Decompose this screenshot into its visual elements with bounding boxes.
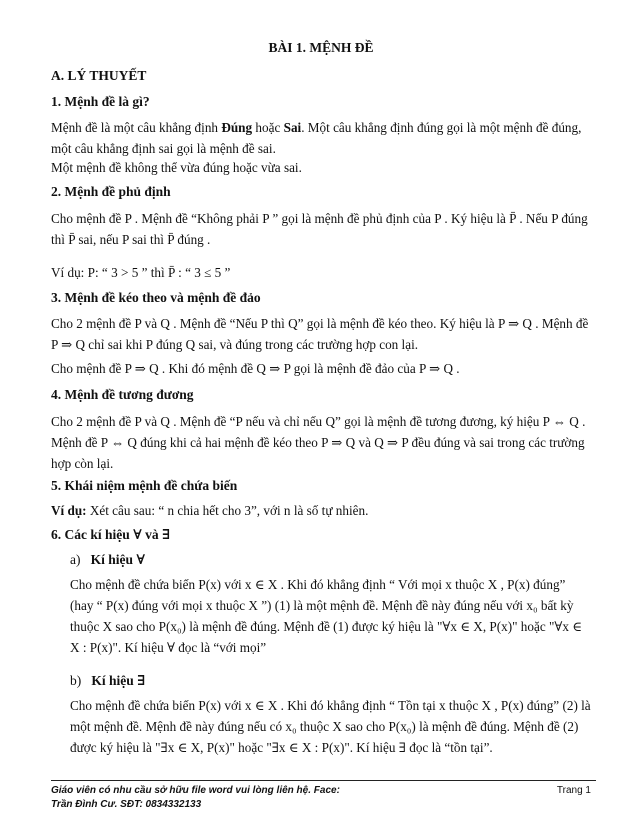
subsection-b-paragraph: Cho mệnh đề chứa biến P(x) với x ∈ X . Khi đó khẳng định “ Tồn tại x thuộc X , P(x) đúng” (2) là một mệnh đề. Mệnh đề này đúng nếu có x₀ thuộc X sao cho P(x₀) là mệnh đề đúng. Mệnh đề (2) được ký hiệu là "∃x ∈ X, P(x)" hoặc "∃x ∈ X : P(x)". Kí hiệu ∃ đọc là “tồn tại”. xyxy=(70,698,591,755)
subsection-a-heading xyxy=(70,552,145,568)
text: . Một câu khẳng định đúng gọi là một mệnh đề đúng, một câu khẳng định sai gọi là mệnh đề sai. xyxy=(51,120,582,156)
subsection-title: Kí hiệu ∀ xyxy=(90,552,146,567)
subsection-a-paragraph: Cho mệnh đề chứa biến P(x) với x ∈ X . Khi đó khẳng định “ Với mọi x thuộc X , P(x) đúng” (hay “ P(x) đúng với mọi x thuộc X ”) (1) là một mệnh đề. Mệnh đề này đúng nếu với x₀ bất kỳ thuộc X sao cho P(x₀) là mệnh đề đúng. Mệnh đề (1) được ký hiệu là "∀x ∈ X, P(x)" hoặc "∀x ∈ X : P(x)". Kí hiệu ∀ đọc là “với mọi” xyxy=(70,577,582,655)
subsection-title: Kí hiệu ∃ xyxy=(91,673,146,688)
bold-text: Sai xyxy=(283,120,302,135)
section-1-note: Một mệnh đề không thể vừa đúng hoặc vừa sai. xyxy=(51,160,302,175)
example-label: Ví dụ: xyxy=(51,503,87,518)
page-number: Trang 1 xyxy=(556,785,591,796)
text: hoặc xyxy=(252,120,284,135)
section-2-paragraph: Cho mệnh đề P . Mệnh đề “Không phải P ” gọi là mệnh đề phủ định của P . Ký hiệu là P̄ . Nếu P đúng thì P̄ sai, nếu P sai thì P̄ đúng . xyxy=(51,211,588,247)
section-2-heading: 2. Mệnh đề phủ định xyxy=(51,184,171,199)
subsection-b-heading xyxy=(70,673,146,689)
section-a-heading: A. LÝ THUYẾT xyxy=(51,68,147,83)
section-5-heading: 5. Khái niệm mệnh đề chứa biến xyxy=(51,478,238,493)
section-5-example xyxy=(51,500,591,521)
text: Mệnh đề là một câu khẳng định xyxy=(51,120,222,135)
list-marker: a) xyxy=(70,552,81,567)
list-marker: b) xyxy=(70,673,82,688)
footer-contact-line-2: Trần Đình Cư. SĐT: 0834332133 xyxy=(51,799,202,810)
section-3-heading: 3. Mệnh đề kéo theo và mệnh đề đảo xyxy=(51,290,261,305)
footer-contact-line-1: Giáo viên có nhu cầu sở hữu file word vui lòng liên hệ. Face: xyxy=(51,785,340,796)
section-1-paragraph xyxy=(51,117,591,159)
section-3-paragraph: Cho 2 mệnh đề P và Q . Mệnh đề “Nếu P thì Q” gọi là mệnh đề kéo theo. Ký hiệu là P ⇒ Q . Mệnh đề P ⇒ Q chỉ sai khi P đúng Q sai, và đúng trong các trường hợp con lại. xyxy=(51,316,589,352)
section-1-heading: 1. Mệnh đề là gì? xyxy=(51,94,150,109)
footer-divider xyxy=(51,780,596,781)
section-4-heading: 4. Mệnh đề tương đương xyxy=(51,387,194,402)
section-6-heading: 6. Các kí hiệu ∀ và ∃ xyxy=(51,527,171,542)
bold-text: Đúng xyxy=(221,120,253,135)
example-text: Xét câu sau: “ n chia hết cho 3”, với n là số tự nhiên. xyxy=(86,503,369,518)
section-2-example: Ví dụ: P: “ 3 > 5 ” thì P̄ : “ 3 ≤ 5 ” xyxy=(51,265,231,280)
section-4-paragraph: Cho 2 mệnh đề P và Q . Mệnh đề “P nếu và chỉ nếu Q” gọi là mệnh đề tương đương, ký hiệu P ⇔ Q . Mệnh đề P ⇔ Q đúng khi cả hai mệnh đề kéo theo P ⇒ Q và Q ⇒ P đều đúng và sai trong các trường hợp còn lại. xyxy=(51,414,586,471)
section-3-paragraph-2: Cho mệnh đề P ⇒ Q . Khi đó mệnh đề Q ⇒ P gọi là mệnh đề đảo của P ⇒ Q . xyxy=(51,361,460,376)
page-title: BÀI 1. MỆNH ĐỀ xyxy=(268,40,374,55)
